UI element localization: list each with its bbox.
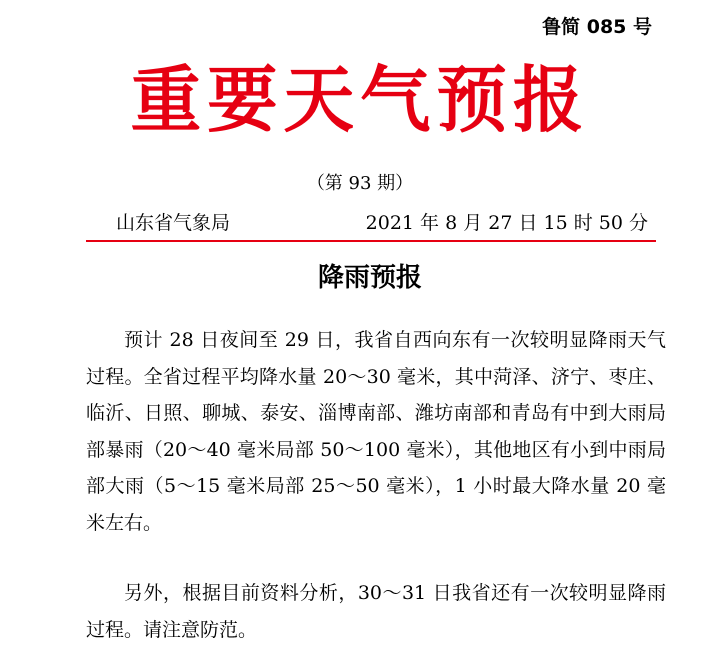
forecast-paragraph: 另外，根据目前资料分析，30～31 日我省还有一次较明显降雨过程。请注意防范。: [86, 582, 666, 641]
issuer-name: 山东省气象局: [116, 212, 231, 234]
red-divider-line: [86, 240, 656, 242]
document-number: 鲁简 085 号: [542, 16, 652, 38]
issuer-row: [88, 208, 654, 240]
masthead-title: 重要天气预报: [130, 57, 590, 142]
issue-number: （第 93 期）: [306, 173, 414, 194]
forecast-title: 降雨预报: [317, 263, 422, 293]
issue-datetime: 2021 年 8 月 27 日 15 时 50 分: [365, 212, 648, 234]
forecast-paragraph: 预计 28 日夜间至 29 日，我省自西向东有一次较明显降雨天气过程。全省过程平均降水量 20～30 毫米，其中菏泽、济宁、枣庄、临沂、日照、聊城、泰安、淄博南部、潍坊南部和青岛有中到大雨局部暴雨（20～40 毫米局部 50～100 毫米），其他地区有小到中雨局部大雨（5～15 毫米局部 25～50 毫米），1 小时最大降水量 20 毫米左右。: [86, 329, 666, 534]
